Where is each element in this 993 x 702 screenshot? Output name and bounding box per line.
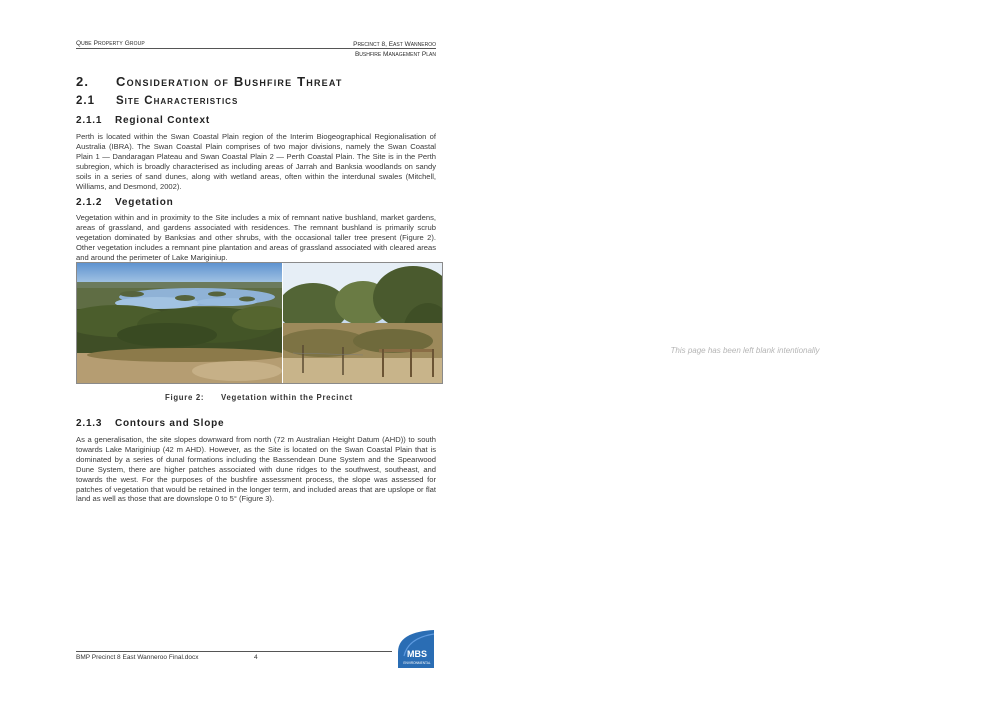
mbs-logo: [398, 630, 434, 668]
vegetation-number: 2.1.2: [76, 197, 103, 208]
section-title: Consideration of Bushfire Threat: [116, 74, 343, 89]
header-rule: [76, 48, 436, 49]
regional-context-paragraph: Perth is located within the Swan Coastal Plain region of the Interim Biogeographical Regionalisation of Australia (IBRA). The Swan Coastal Plain comprises of two major divisions, namely the Swan Coastal Plain 1 — Dandaragan Plateau and Swan Coastal Plain 2 — Perth Coastal Plain. The Site is in the Perth subregion, which is broadly characterised as including areas of Jarrah and Banksia woodlands on sandy soils in a series of sand dunes, along with wetland areas, often within the interdunal swales (Mitchell, Williams, and Desmond, 2002).: [76, 132, 436, 191]
right-page: [497, 0, 993, 702]
blank-page-note: This page has been left blank intentionally: [670, 346, 820, 355]
header-project-line1: Precinct 8, East Wanneroo: [353, 41, 436, 48]
logo-subtext: ENVIRONMENTAL: [403, 661, 431, 665]
figure-caption: [165, 393, 353, 402]
contours-number: 2.1.3: [76, 418, 103, 429]
logo-text: MBS: [407, 649, 427, 659]
vegetation-figure: [76, 262, 443, 384]
subsection-number: 2.1: [76, 95, 95, 107]
header-project-line2: Bushfire Management Plan: [354, 51, 436, 58]
footer-filename: BMP Precinct 8 East Wanneroo Final.docx: [76, 654, 199, 661]
regional-context-heading: [76, 115, 210, 126]
bushland-photo: [283, 263, 442, 383]
header-company: Qube Property Group: [76, 40, 145, 47]
vegetation-heading: [76, 197, 174, 208]
wetland-photo: [77, 263, 282, 383]
contours-title: Contours and Slope: [115, 418, 225, 429]
figure-label: Figure 2:: [165, 393, 205, 402]
subsection-heading: [76, 95, 238, 107]
contours-heading: [76, 418, 224, 429]
regional-context-number: 2.1.1: [76, 115, 103, 126]
section-number: 2.: [76, 74, 90, 89]
regional-context-title: Regional Context: [115, 115, 211, 126]
page-number: 4: [254, 654, 258, 661]
header-project: [353, 40, 436, 60]
subsection-title: Site Characteristics: [116, 95, 239, 107]
figure-caption-text: Vegetation within the Precinct: [221, 393, 353, 402]
contours-paragraph: As a generalisation, the site slopes downward from north (72 m Australian Height Datum (AHD)) to south towards Lake Mariginiup (42 m AHD). However, as the Site is located on the Swan Coastal Plain that is dominated by a series of dunal formations including the Bassendean Dune System and the Spearwood Dune System, there are higher patches associated with dune ridges to the southwest, southeast, and towards the west. For the purposes of the bushfire assessment process, the slope was assessed for patches of vegetation that would be retained in the longer term, and included areas that are upslope or flat land as well as those that are downslope 0 to 5° (Figure 3).: [76, 435, 436, 504]
vegetation-paragraph: Vegetation within and in proximity to the Site includes a mix of remnant native bushland, market gardens, areas of grassland, and gardens associated with residences. The remnant bushland is primarily scrub vegetation dominated by Banksias and other shrubs, with the occasional taller tree present (Figure 2). Other vegetation includes a remnant pine plantation and areas of grassland associated with cleared areas and around the perimeter of Lake Mariginiup.: [76, 213, 436, 262]
section-heading: [76, 74, 343, 89]
vegetation-title: Vegetation: [115, 197, 174, 208]
footer-rule: [76, 651, 392, 652]
